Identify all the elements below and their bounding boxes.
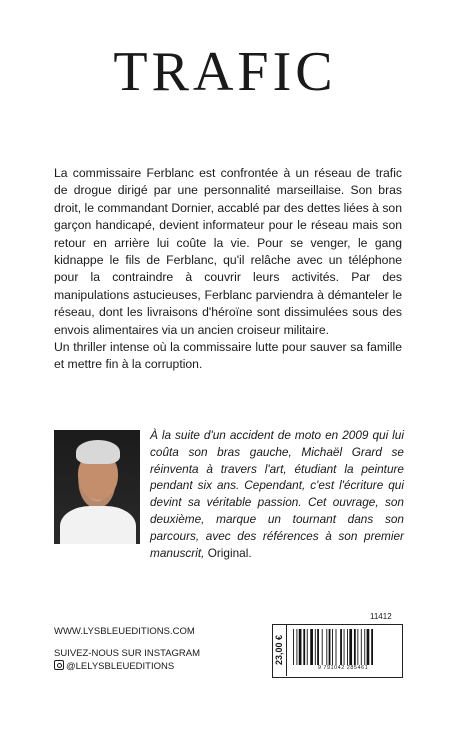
catalog-number: 11412	[370, 612, 392, 621]
instagram-handle-row[interactable]	[54, 660, 200, 673]
author-bio	[150, 427, 404, 561]
synopsis-paragraph-1: La commissaire Ferblanc est confrontée à un réseau de trafic de drogue dirigé par une personnalité marseillaise. Son bras droit, le commandant Dornier, accablé par des dettes liées à son garçon handicapé, devient informateur pour le réseau mais son retour en arrière lui coûte la vie. Pour se venger, le gang kidnappe le fils de Ferblanc, qu'il relâche avec un téléphone pour la contraindre à couvrir leurs activités. Par des manipulations astucieuses, Ferblanc parviendra à démanteler le réseau, dont les livraisons d'héroïne sont dissimulées sous des envois alimentaires via un ancien croiseur militaire.	[54, 166, 402, 337]
website-link[interactable]: WWW.LYSBLEUEDITIONS.COM	[54, 626, 195, 637]
instagram-icon	[54, 660, 64, 670]
author-photo	[54, 430, 140, 544]
author-bio-text: À la suite d'un accident de moto en 2009 qui lui coûta son bras gauche, Michaël Grard se réinventa à travers l'art, étudiant la peinture pendant six ans. Cependant, c'est l'écriture qui devint sa véritable passion. Cet ouvrage, son deuxième, marque un tournant dans son parcours, avec des références à son premier manuscrit,	[150, 428, 404, 560]
barcode-digits: 9 791042 285461	[317, 665, 369, 671]
instagram-handle: @LELYSBLEUEDITIONS	[66, 661, 175, 672]
price-text: 23,00 €	[274, 634, 284, 666]
book-title: TRAFIC	[113, 41, 337, 103]
author-bio-title: Original.	[204, 545, 252, 560]
synopsis	[54, 165, 402, 374]
price-label	[272, 624, 287, 676]
synopsis-paragraph-2: Un thriller intense où la commissaire lutte pour sauver sa famille et mettre fin à la corruption.	[54, 340, 402, 372]
publisher-footer	[54, 626, 200, 673]
instagram-label: SUIVEZ-NOUS SUR INSTAGRAM	[54, 648, 201, 659]
barcode	[292, 629, 394, 665]
